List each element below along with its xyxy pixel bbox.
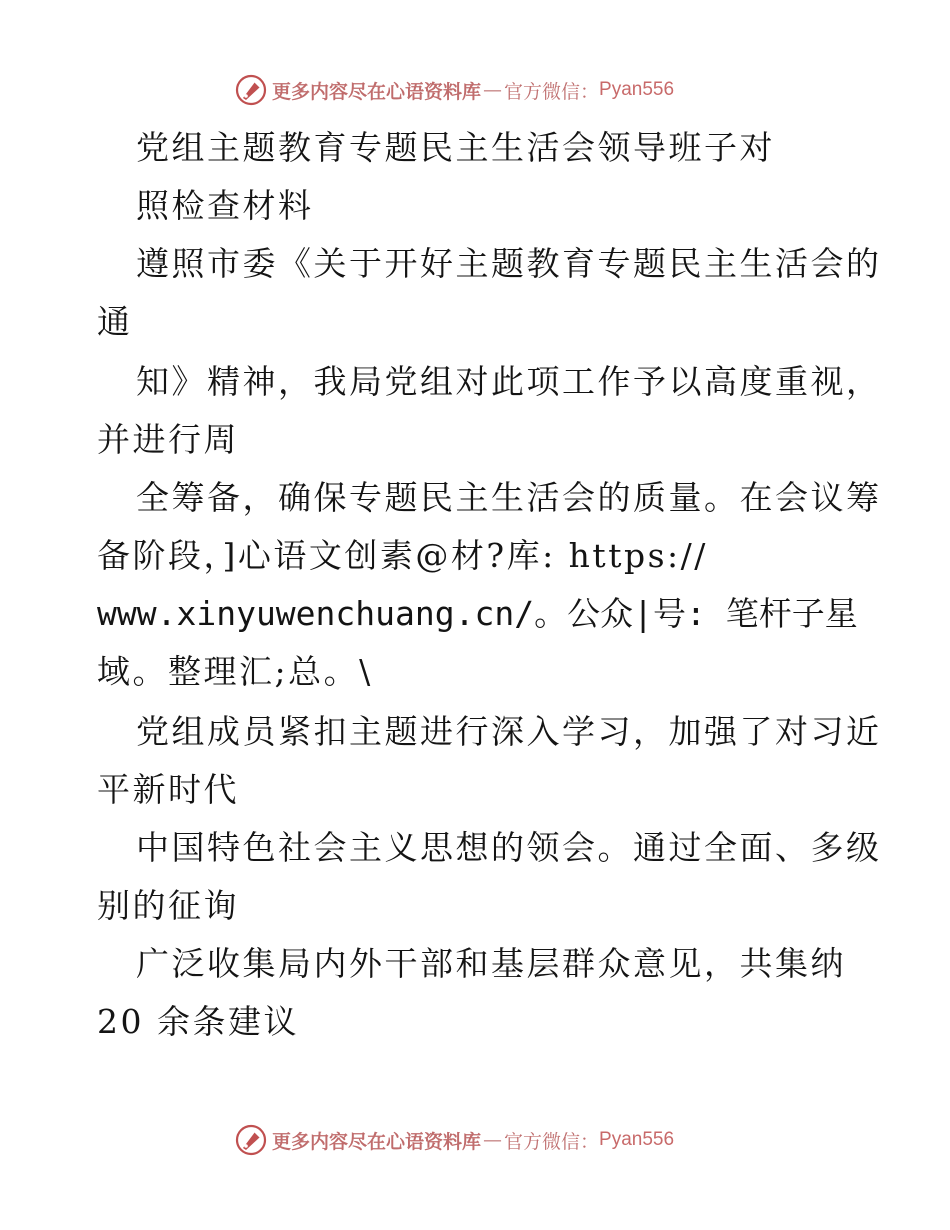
pen-nib-icon (234, 1123, 268, 1157)
doc-line: 广泛收集局内外干部和基层群众意见，共集纳 (136, 944, 846, 983)
doc-line: 中国特色社会主义思想的领会。通过全面、多级 (136, 828, 882, 867)
doc-line: 遵照市委《关于开好主题教育专题民主生活会的 (136, 244, 882, 283)
doc-line: 通 (97, 302, 133, 341)
banner-dash: — (483, 79, 503, 101)
doc-line: 平新时代 (97, 770, 239, 809)
pen-nib-icon (234, 73, 268, 107)
doc-line: 知》精神，我局党组对此项工作予以高度重视， (136, 362, 882, 401)
doc-line: 备阶段，]心语文创素@材?库: https:// (97, 536, 708, 575)
banner-wechat-account: Pyan556 (599, 1129, 675, 1150)
doc-line: www.xinyuwenchuang.cn/。公众|号: 笔杆子星 (97, 594, 858, 633)
header-banner (234, 70, 674, 110)
doc-line: 并进行周 (97, 420, 239, 459)
doc-title-line-1: 党组主题教育专题民主生活会领导班子对 (136, 128, 775, 167)
doc-line: 20 余条建议 (97, 1002, 299, 1041)
banner-wechat-account: Pyan556 (599, 79, 675, 100)
doc-line: 全筹备，确保专题民主生活会的质量。在会议筹 (136, 478, 882, 517)
doc-line: 别的征询 (97, 886, 239, 925)
banner-promo-text: 更多内容尽在心语资料库 (272, 80, 482, 103)
banner-wechat-label: 官方微信： (504, 1130, 600, 1153)
doc-line: 域。整理汇;总。\ (97, 652, 373, 691)
doc-line: 党组成员紧扣主题进行深入学习，加强了对习近 (136, 712, 882, 751)
banner-wechat-label: 官方微信： (504, 80, 600, 103)
footer-banner (234, 1120, 674, 1160)
doc-title-line-2: 照检查材料 (136, 186, 314, 225)
banner-promo-text: 更多内容尽在心语资料库 (272, 1130, 482, 1153)
banner-dash: — (483, 1129, 503, 1151)
